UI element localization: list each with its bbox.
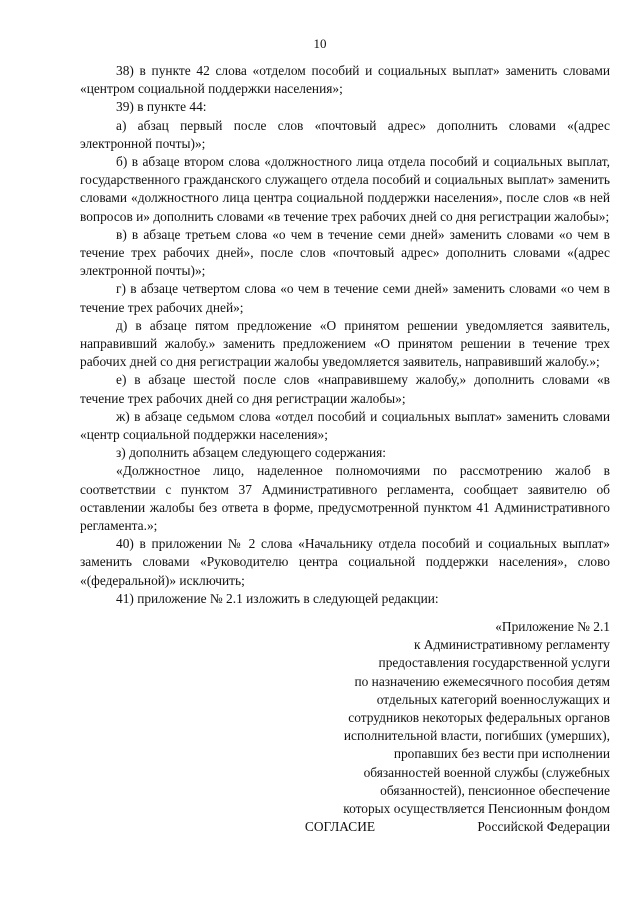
quoted-paragraph: «Должностное лицо, наделенное полномочиями по рассмотрению жалоб в соответствии с пунктом 37 Административного регламента, сообщает заявителю об оставлении жалобы без ответа в форме, предусмотренной пунктом 41 Административного регламента.»; [80, 463, 610, 534]
appendix-line: сотрудников некоторых федеральных органов [348, 710, 610, 726]
appendix-line: пропавших без вести при исполнении [393, 746, 610, 762]
appendix-line: отдельных категорий военнослужащих и [376, 691, 610, 707]
appendix-line: к Административному регламенту [413, 637, 610, 653]
subparagraph-zh: ж) в абзаце седьмом слова «отдел пособий и социальных выплат» заменить словами «центр социальной поддержки населения»; [80, 408, 610, 443]
appendix-line: по назначению ежемесячного пособия детям [354, 673, 610, 689]
subparagraph-e: е) в абзаце шестой после слов «направившему жалобу,» дополнить словами «в течение трех рабочих дней со дня регистрации жалобы»; [80, 372, 610, 406]
amendments-body [80, 62, 610, 608]
paragraph-39: 39) в пункте 44: [116, 99, 207, 115]
consent-heading: СОГЛАСИЕ [304, 819, 376, 834]
appendix-line: Российской Федерации [477, 819, 610, 835]
subparagraph-a: а) абзац первый после слов «почтовый адрес» дополнить словами «(адрес электронной почты)»; [80, 117, 610, 151]
subparagraph-z: з) дополнить абзацем следующего содержания: [116, 445, 387, 461]
subparagraph-g: г) в абзаце четвертом слова «о чем в течение семи дней» заменить словами «о чем в течение трех рабочих дней»; [80, 281, 610, 315]
appendix-line: исполнительной власти, погибших (умерших), [343, 728, 610, 744]
appendix-line: обязанностей военной службы (служебных [363, 764, 610, 780]
paragraph-40: 40) в приложении № 2 слова «Начальнику отдела пособий и социальных выплат» заменить словами «Руководителю центра социальной поддержки населения», слово «(федеральной)» исключить; [80, 536, 610, 588]
paragraph-38: 38) в пункте 42 слова «отделом пособий и социальных выплат» заменить словами «центром социальной поддержки населения»; [80, 63, 610, 97]
subparagraph-b: б) в абзаце втором слова «должностного лица отдела пособий и социальных выплат, государственного гражданского служащего отдела пособий и социальных выплат» заменить словами «должностного лица центра социальной поддержки населения», после слов «в ней вопросов и» дополнить словами «в течение трех рабочих дней со дня регистрации жалобы»; [80, 154, 610, 224]
subparagraph-d: д) в абзаце пятом предложение «О принятом решении уведомляется заявитель, направивший жалобу.» заменить предложением «О принятом решении в течение трех рабочих дней со дня регистрации жалобы уведомляется заявитель, направивший жалобу.»; [80, 317, 610, 370]
paragraph-41: 41) приложение № 2.1 изложить в следующей редакции: [116, 590, 439, 606]
subparagraph-v: в) в абзаце третьем слова «о чем в течение семи дней» заменить словами «о чем в течение трех рабочих дней», после слов «почтовый адрес» дополнить словами «(адрес электронной почты)»; [80, 226, 610, 279]
appendix-line: обязанностей), пенсионное обеспечение [380, 782, 610, 798]
appendix-line: предоставления государственной услуги [378, 655, 610, 671]
page-number: 10 [313, 36, 327, 51]
appendix-header [300, 618, 610, 836]
appendix-line: которых осуществляется Пенсионным фондом [343, 801, 610, 817]
appendix-line: «Приложение № 2.1 [495, 619, 610, 634]
